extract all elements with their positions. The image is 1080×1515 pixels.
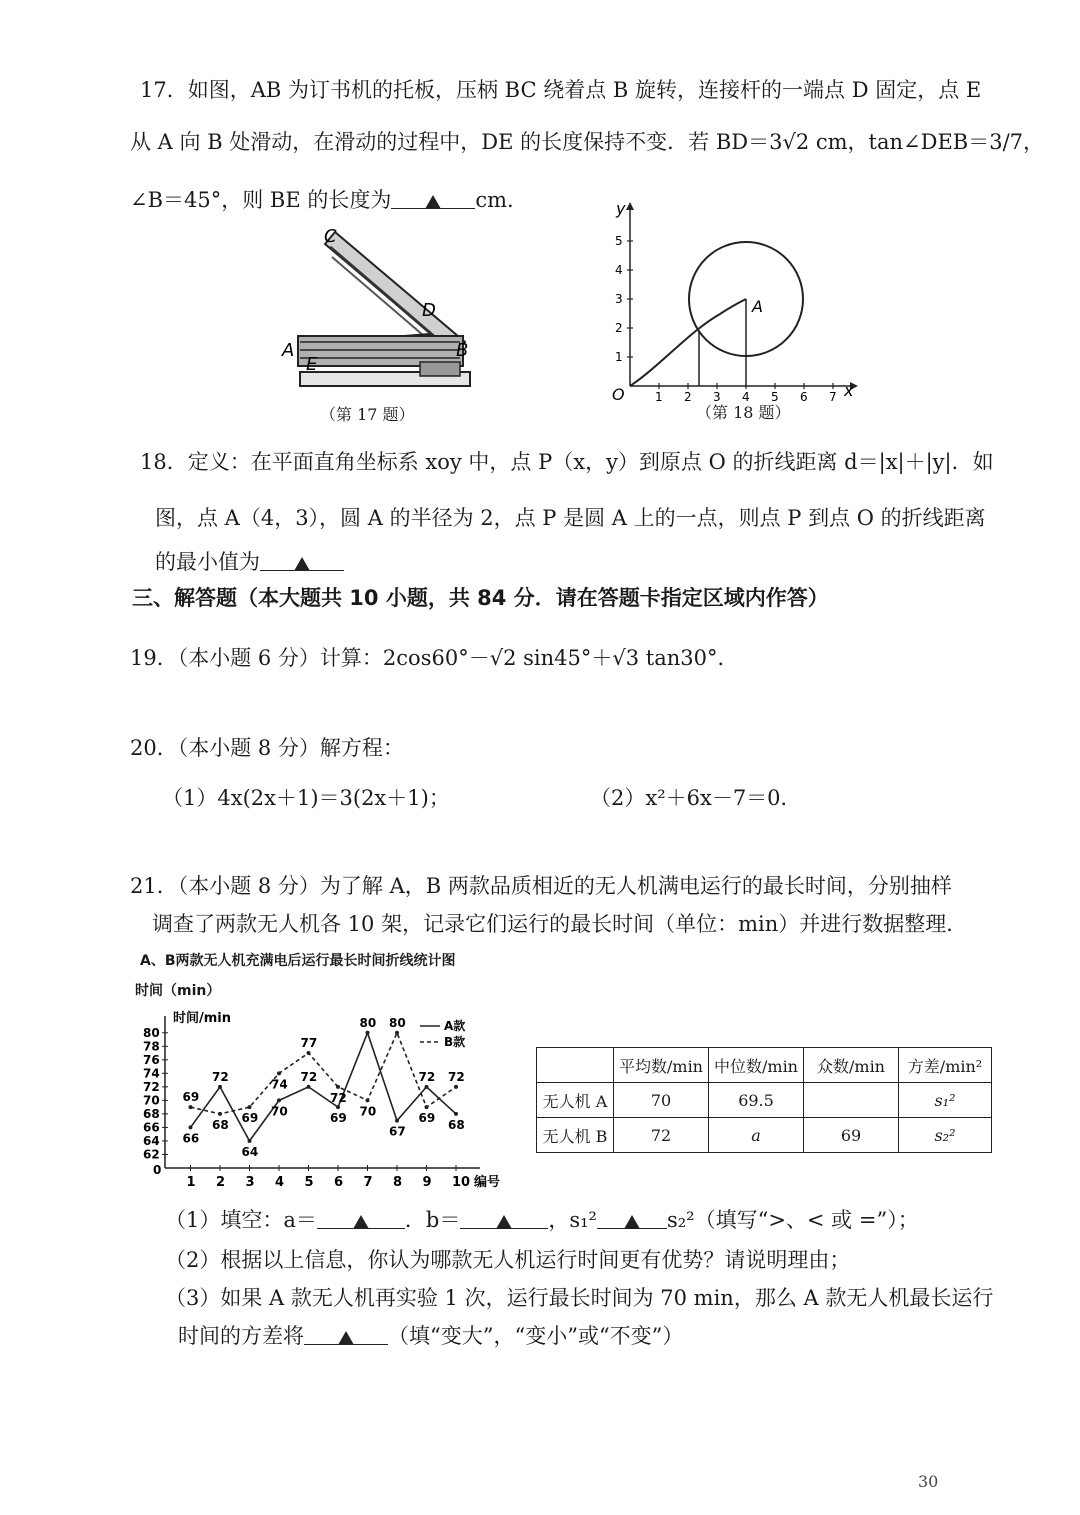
page-number: 30	[918, 1472, 939, 1491]
q18-line2: 图，点 A（4，3），圆 A 的半径为 2，点 P 是圆 A 上的一点，则点 P 到点 O 的折线距离	[155, 506, 986, 530]
data-label: 70	[359, 1104, 377, 1119]
y-tick-label: 64	[143, 1133, 160, 1148]
table-header-row	[537, 1048, 992, 1083]
q21-variance-blank[interactable]	[304, 1322, 388, 1345]
q20-part2: （2）x²＋6x－7＝0．	[590, 786, 802, 810]
q21-part3-pre: 时间的方差将	[178, 1324, 304, 1348]
q18-line3	[155, 548, 344, 576]
y-tick-label: 80	[143, 1025, 160, 1040]
q18-answer-blank[interactable]	[260, 548, 344, 571]
x-tick-label: 7	[829, 390, 837, 404]
data-label: 69	[330, 1111, 347, 1126]
data-point	[218, 1085, 222, 1089]
curve-to-a	[630, 299, 746, 386]
q19: 19．（本小题 6 分）计算：2cos60°－√2 sin45°＋√3 tan30°．	[130, 646, 739, 670]
time-label: 时间（min）	[135, 983, 221, 999]
data-label: 69	[182, 1090, 200, 1105]
data-point	[277, 1071, 281, 1075]
q21-compare-blank[interactable]	[597, 1206, 667, 1229]
table-cell: 无人机 B	[537, 1118, 614, 1153]
data-point	[336, 1085, 340, 1089]
data-point	[248, 1105, 252, 1109]
y-tick-label: 4	[615, 263, 623, 277]
q21-part1-mid1: ．b＝	[404, 1208, 461, 1232]
data-point	[454, 1112, 458, 1116]
q17-line2: 从 A 向 B 处滑动，在滑动的过程中，DE 的长度保持不变．若 BD＝3√2 cm，tan∠DEB＝3/7，	[130, 130, 1045, 154]
y-axis-title: 时间/min	[173, 1011, 232, 1026]
x-tick-label: 4	[275, 1175, 285, 1188]
data-point	[425, 1105, 429, 1109]
x-tick-label: 3	[713, 390, 721, 404]
data-label: 69	[241, 1111, 259, 1126]
data-point	[189, 1105, 193, 1109]
x-tick-label: 10	[452, 1175, 471, 1188]
series-line-b	[191, 1033, 457, 1114]
blank-triangle-icon	[624, 1215, 640, 1229]
y-axis-label: y	[616, 199, 626, 218]
x-axis-label: x	[844, 381, 854, 400]
data-point	[189, 1125, 193, 1129]
stats-table	[536, 1047, 992, 1153]
table-header-cell: 方差/min²	[899, 1048, 992, 1083]
y-tick-label: 74	[143, 1066, 160, 1081]
q17-caption: （第 17 题）	[320, 405, 415, 424]
x-tick-label: 3	[245, 1175, 255, 1188]
table-header-cell: 众数/min	[804, 1048, 899, 1083]
x-tick-label: 5	[304, 1175, 314, 1188]
data-point	[336, 1105, 340, 1109]
data-label: 67	[389, 1124, 406, 1139]
q17-line3-pre: ∠B＝45°，则 BE 的长度为	[130, 188, 392, 212]
y-tick-label: 2	[615, 321, 623, 335]
blank-triangle-icon	[353, 1215, 369, 1229]
data-label: 70	[271, 1104, 288, 1119]
q18-line1: 18．定义：在平面直角坐标系 xoy 中，点 P（x，y）到原点 O 的折线距离 d＝|x|＋|y|．如	[140, 450, 994, 474]
data-label: 72	[330, 1090, 347, 1105]
y-tick-label: 72	[143, 1079, 160, 1094]
data-point	[307, 1085, 311, 1089]
data-label: 72	[448, 1069, 465, 1084]
q20-title: 20．（本小题 8 分）解方程：	[130, 736, 404, 760]
data-point	[366, 1031, 370, 1035]
q21-part1-post: s₂²（填写“>、< 或 =”）；	[666, 1208, 919, 1232]
q18-caption: （第 18 题）	[696, 403, 791, 422]
y-tick-label: 68	[143, 1106, 160, 1121]
x-tick-label: 1	[655, 390, 663, 404]
table-cell: 69.5	[709, 1083, 804, 1118]
y-tick-label: 1	[615, 350, 623, 364]
table-row	[537, 1118, 992, 1153]
x-tick-label: 5	[771, 390, 779, 404]
q21-a-blank[interactable]	[317, 1206, 405, 1229]
data-label: 68	[448, 1117, 465, 1132]
y-tick-label: 3	[615, 292, 623, 306]
blank-triangle-icon	[496, 1215, 512, 1229]
legend-label: A款	[444, 1019, 466, 1033]
y-tick-label: 76	[143, 1052, 160, 1067]
table-header-cell: 平均数/min	[614, 1048, 709, 1083]
data-point	[366, 1098, 370, 1102]
data-point	[248, 1139, 252, 1143]
q18-coordinate-figure	[600, 196, 870, 406]
label-a: A	[282, 340, 295, 361]
x-tick-label: 6	[800, 390, 808, 404]
table-cell: a	[709, 1118, 804, 1153]
table-cell	[804, 1083, 899, 1118]
table-header-cell: 中位数/min	[709, 1048, 804, 1083]
label-c: C	[324, 226, 337, 247]
q21-part1-mid2: ，s₁²	[548, 1208, 597, 1232]
point-a-label: A	[752, 297, 763, 316]
q18-line3-pre: 的最小值为	[155, 550, 260, 574]
q21-part1	[165, 1206, 919, 1234]
y-tick-label: 62	[143, 1147, 160, 1162]
q20-part1: （1）4x(2x＋1)＝3(2x＋1)；	[162, 786, 450, 810]
data-label: 80	[389, 1015, 406, 1030]
q21-part3-line2	[178, 1322, 683, 1350]
origin-label: 0	[153, 1163, 162, 1177]
table-cell: s₂²	[899, 1118, 992, 1153]
q21-part3-line1: （3）如果 A 款无人机再实验 1 次，运行最长时间为 70 min，那么 A 款无人机最长运行	[165, 1286, 994, 1310]
data-label: 74	[271, 1077, 288, 1092]
data-point	[395, 1031, 399, 1035]
table-header-cell	[537, 1048, 614, 1083]
legend-label: B款	[444, 1035, 466, 1049]
series-line-a	[191, 1033, 457, 1141]
data-point	[307, 1051, 311, 1055]
x-tick-label: 2	[684, 390, 692, 404]
data-point	[277, 1098, 281, 1102]
table-row	[537, 1083, 992, 1118]
blank-triangle-icon	[294, 557, 310, 571]
data-point	[425, 1085, 429, 1089]
data-label: 72	[300, 1069, 318, 1084]
x-tick-label: 7	[363, 1175, 373, 1188]
data-label: 77	[300, 1036, 318, 1051]
origin-label: O	[612, 385, 625, 404]
blank-triangle-icon	[425, 195, 441, 209]
q21-line1: 21．（本小题 8 分）为了解 A，B 两款品质相近的无人机满电运行的最长时间，分别抽样	[130, 874, 952, 898]
x-tick-label: 4	[742, 390, 750, 404]
data-label: 80	[359, 1015, 377, 1030]
q17-answer-blank[interactable]	[391, 186, 475, 209]
q21-b-blank[interactable]	[460, 1206, 548, 1229]
x-tick-label: 8	[393, 1175, 403, 1188]
chart-title: A、B两款无人机充满电后运行最长时间折线统计图	[140, 953, 456, 969]
data-label: 69	[418, 1111, 436, 1126]
q17-stapler-figure	[280, 222, 480, 402]
data-point	[395, 1119, 399, 1123]
table-cell: 无人机 A	[537, 1083, 614, 1118]
q21-part3-post: （填“变大”，“变小”或“不变”）	[388, 1324, 684, 1348]
q21-part2: （2）根据以上信息，你认为哪款无人机运行时间更有优势？请说明理由；	[165, 1248, 851, 1272]
q21-part1-pre: （1）填空：a＝	[165, 1208, 317, 1232]
x-axis-title: 编号	[474, 1175, 501, 1188]
table-cell: s₁²	[899, 1083, 992, 1118]
x-tick-label: 9	[422, 1175, 432, 1188]
q21-line2: 调查了两款无人机各 10 架，记录它们运行的最长时间（单位：min）并进行数据整理．	[152, 912, 968, 936]
data-label: 64	[241, 1144, 259, 1159]
label-e: E	[306, 354, 318, 375]
y-tick-label: 5	[615, 234, 623, 248]
x-tick-label: 1	[186, 1175, 196, 1188]
blank-triangle-icon	[338, 1331, 354, 1345]
section3-heading: 三、解答题（本大题共 10 小题，共 84 分．请在答题卡指定区域内作答）	[132, 586, 829, 610]
data-label: 72	[418, 1069, 436, 1084]
q17-line3-post: cm.	[475, 188, 514, 212]
data-label: 66	[182, 1131, 200, 1146]
data-label: 72	[212, 1069, 229, 1084]
label-b: B	[456, 340, 469, 361]
line-chart	[135, 1008, 520, 1188]
x-tick-label: 2	[216, 1175, 226, 1188]
data-label: 68	[212, 1117, 229, 1132]
x-tick-label: 6	[334, 1175, 344, 1188]
data-point	[454, 1085, 458, 1089]
q17-line1: 17．如图，AB 为订书机的托板，压柄 BC 绕着点 B 旋转，连接杆的一端点 D 固定，点 E	[140, 78, 982, 102]
y-tick-label: 70	[143, 1093, 160, 1108]
table-cell: 69	[804, 1118, 899, 1153]
y-tick-label: 66	[143, 1120, 160, 1135]
data-point	[218, 1112, 222, 1116]
table-cell: 70	[614, 1083, 709, 1118]
table-cell: 72	[614, 1118, 709, 1153]
q17-line3	[130, 186, 514, 214]
label-d: D	[422, 300, 436, 321]
y-tick-label: 78	[143, 1039, 160, 1054]
